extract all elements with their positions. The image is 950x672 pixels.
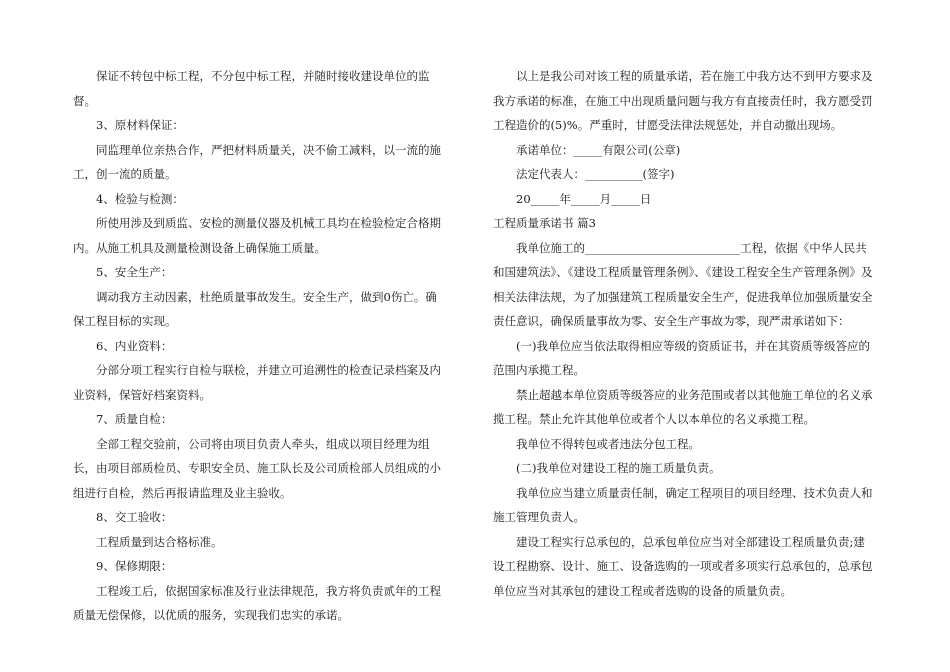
- paragraph: 我单位应当建立质量责任制，确定工程项目的项目经理、技术负责人和施工管理负责人。: [493, 485, 873, 524]
- paragraph: 调动我方主动因素，杜绝质量事故发生。安全生产，做到0伤亡。确保工程目标的实现。: [73, 289, 437, 328]
- document-title: 工程质量承诺书 篇3: [493, 216, 596, 230]
- signature-representative-line: 法定代表人：__________(签字): [516, 167, 675, 181]
- section-heading: 8、交工验收：: [96, 510, 173, 524]
- paragraph: 我单位施工的___________________________工程，依据《中华人民共和国建筑法》、《建设工程质量管理条例》、《建设工程安全生产管理条例》及相关法律法规，为了加强建筑工程质量安全生产，促进我单位加强质量安全责任意识，确保质量事故为零、安全生产事故为零，现严肃承诺如下：: [493, 240, 873, 328]
- section-heading: 7、质量自检：: [96, 412, 173, 426]
- paragraph: 分部分项工程实行自检与联检，并建立可追溯性的检查记录档案及内业资料，保管好档案资料。: [73, 363, 441, 402]
- paragraph: 建设工程实行总承包的，总承包单位应当对全部建设工程质量负责;建设工程勘察、设计、施工、设备选购的一项或者多项实行总承包的，总承包单位应当对其承包的建设工程或者选购的设备的质量负责。: [493, 534, 873, 598]
- section-heading: 9、保修期限：: [96, 559, 173, 573]
- right-column: [493, 64, 873, 603]
- signature-company-line: 承诺单位：_____有限公司(公章): [516, 142, 681, 157]
- left-column: [73, 64, 443, 628]
- paragraph: (二)我单位对建设工程的施工质量负责。: [516, 461, 721, 475]
- section-heading: 6、内业资料：: [96, 338, 173, 353]
- date-line: 20_____年_____月_____日: [516, 191, 652, 206]
- paragraph: (一)我单位应当依法取得相应等级的资质证书，并在其资质等级答应的范围内承揽工程。: [493, 338, 870, 377]
- section-heading: 5、安全生产：: [96, 265, 173, 279]
- paragraph: 保证不转包中标工程，不分包中标工程，并随时接收建设单位的监督。: [73, 69, 430, 108]
- paragraph: 工程质量到达合格标准。: [96, 534, 223, 549]
- paragraph: 以上是我公司对该工程的质量承诺，若在施工中我方达不到甲方要求及我方承诺的标准，在施工中出现质量问题与我方有直接责任时，我方愿受罚工程造价的(5)%。严重时，甘愿受法律法规惩处，并自动撤出现场。: [493, 69, 873, 132]
- section-heading: 3、原材料保证：: [96, 118, 184, 132]
- paragraph: 全部工程交验前，公司将由项目负责人牵头，组成以项目经理为组长，由项目部质检员、专职安全员、施工队长及公司质检部人员组成的小组进行自检，然后再报请监理及业主验收。: [73, 436, 441, 500]
- paragraph: 所使用涉及到质监、安检的测量仪器及机械工具均在检验检定合格期内。从施工机具及测量检测设备上确保施工质量。: [73, 216, 441, 255]
- section-heading: 4、检验与检测：: [96, 191, 184, 206]
- paragraph: 同监理单位亲热合作，严把材料质量关，决不偷工减料，以一流的施工，创一流的质量。: [73, 142, 441, 181]
- paragraph: 工程竣工后，依据国家标准及行业法律规范，我方将负责贰年的工程质量无偿保修，以优质的服务，实现我们忠实的承诺。: [73, 583, 441, 622]
- paragraph: 我单位不得转包或者违法分包工程。: [516, 436, 700, 451]
- paragraph: 禁止超越本单位资质等级答应的业务范围或者以其他施工单位的名义承揽工程。禁止允许其他单位或者个人以本单位的名义承揽工程。: [493, 387, 873, 426]
